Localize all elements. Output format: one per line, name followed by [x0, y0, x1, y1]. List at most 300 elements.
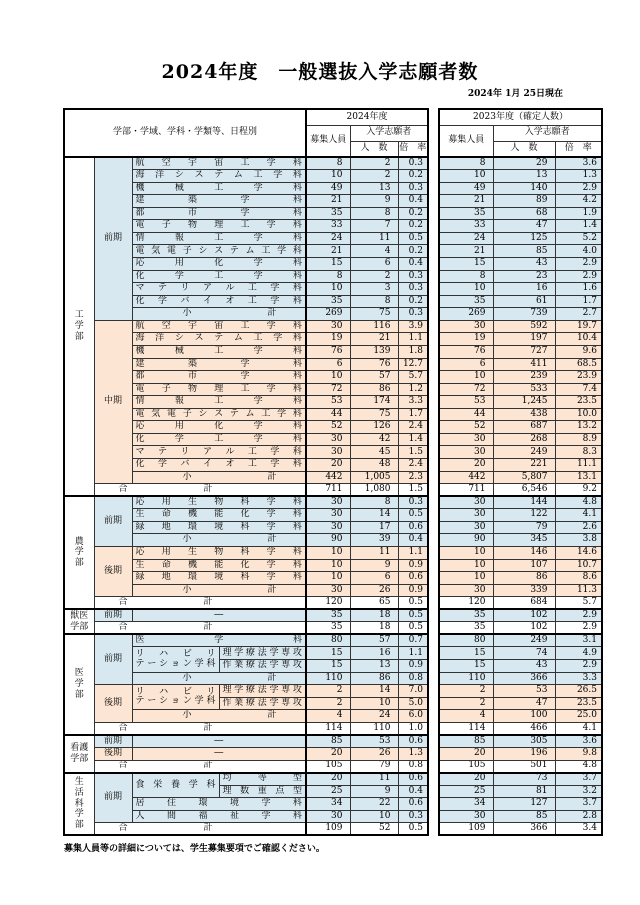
- applicants-2024: 9: [350, 195, 398, 208]
- applicants-2024: 4: [350, 245, 398, 258]
- schedule-label: 前期: [94, 609, 132, 622]
- recruit-2024: 49: [306, 182, 350, 195]
- department-name: 緑 地 環 境 科 学 科: [132, 521, 306, 534]
- ratio-2024: 2.4: [398, 459, 428, 472]
- total-label: 合 計: [94, 760, 306, 773]
- table-row: [439, 471, 602, 484]
- ratio-2023: 68.5: [555, 358, 602, 371]
- department-sub-name: 均 等 型: [219, 773, 306, 786]
- recruit-2023: 35: [439, 622, 493, 635]
- footnote: 募集人員等の詳細については、学生募集要項でご確認ください。: [64, 844, 325, 854]
- total-label: 合 計: [94, 597, 306, 610]
- applicants-2024: 65: [350, 597, 398, 610]
- header-recruit: 募集人員: [439, 125, 493, 157]
- applicants-2023: 366: [493, 672, 555, 685]
- ratio-2024: 0.5: [398, 232, 428, 245]
- recruit-2023: 8: [439, 270, 493, 283]
- recruit-2024: 105: [306, 760, 350, 773]
- department-name: 電 気 電 子 シ ス テ ム 工 学 科: [132, 408, 306, 421]
- ratio-2024: 1.4: [398, 433, 428, 446]
- applicants-2023: 684: [493, 597, 555, 610]
- applicants-2023: 268: [493, 433, 555, 446]
- department-name: マ テ リ ア ル 工 学 科: [132, 446, 306, 459]
- applicants-2024: 1,005: [350, 471, 398, 484]
- applicants-2023: 221: [493, 459, 555, 472]
- applicants-2023: 29: [493, 157, 555, 170]
- recruit-2024: 8: [306, 270, 350, 283]
- dash-placeholder: ―: [132, 609, 306, 622]
- applicants-2024: 11: [350, 773, 398, 786]
- applicants-2023: 89: [493, 195, 555, 208]
- applicants-2023: 687: [493, 421, 555, 434]
- recruit-2023: 20: [439, 773, 493, 786]
- ratio-2023: 4.1: [555, 509, 602, 522]
- table-row: [439, 232, 602, 245]
- recruit-2023: 53: [439, 396, 493, 409]
- ratio-2024: 6.0: [398, 710, 428, 723]
- schedule-label: 前期: [94, 634, 132, 684]
- recruit-2024: 4: [306, 710, 350, 723]
- ratio-2024: 0.3: [398, 283, 428, 296]
- applicants-2023: 73: [493, 773, 555, 786]
- ratio-2023: 19.7: [555, 320, 602, 333]
- table-row: [439, 496, 602, 509]
- department-name: マ テ リ ア ル 工 学 科: [132, 283, 306, 296]
- applicants-2023: 5,807: [493, 471, 555, 484]
- header-recruit: 募集人員: [306, 125, 350, 157]
- ratio-2024: 1.1: [398, 333, 428, 346]
- recruit-2024: 30: [306, 320, 350, 333]
- recruit-2024: 52: [306, 421, 350, 434]
- recruit-2023: 30: [439, 320, 493, 333]
- table-row: [439, 195, 602, 208]
- ratio-2024: 1.5: [398, 446, 428, 459]
- recruit-2024: 109: [306, 823, 350, 836]
- department-name: 応 用 化 学 科: [132, 421, 306, 434]
- recruit-2024: 35: [306, 295, 350, 308]
- ratio-2024: 0.4: [398, 258, 428, 271]
- recruit-2024: 35: [306, 207, 350, 220]
- applicants-2024: 6: [350, 572, 398, 585]
- recruit-2023: 10: [439, 371, 493, 384]
- recruit-2023: 21: [439, 245, 493, 258]
- ratio-2024: 5.7: [398, 371, 428, 384]
- ratio-2023: 9.6: [555, 345, 602, 358]
- ratio-2024: 0.9: [398, 584, 428, 597]
- recruit-2023: 2: [439, 697, 493, 710]
- recruit-2023: 30: [439, 521, 493, 534]
- ratio-2023: 3.8: [555, 534, 602, 547]
- ratio-2024: 0.7: [398, 634, 428, 647]
- ratio-2023: 2.9: [555, 622, 602, 635]
- ratio-2023: 11.3: [555, 584, 602, 597]
- ratio-2023: 11.1: [555, 459, 602, 472]
- recruit-2023: 30: [439, 810, 493, 823]
- table-row: [64, 609, 428, 622]
- ratio-2024: 0.5: [398, 509, 428, 522]
- applicants-2023: 43: [493, 660, 555, 673]
- recruit-2024: 21: [306, 195, 350, 208]
- ratio-2024: 0.6: [398, 572, 428, 585]
- ratio-2024: 0.2: [398, 295, 428, 308]
- ratio-2024: 0.2: [398, 207, 428, 220]
- recruit-2024: 25: [306, 785, 350, 798]
- applicants-2023: 53: [493, 685, 555, 698]
- applicants-2024: 6: [350, 258, 398, 271]
- header-applicants: 入学志願者: [350, 125, 428, 141]
- applicants-2023: 501: [493, 760, 555, 773]
- applicants-2023: 85: [493, 245, 555, 258]
- recruit-2023: 15: [439, 647, 493, 660]
- recruit-2024: 80: [306, 634, 350, 647]
- applicants-2024: 18: [350, 609, 398, 622]
- dash-placeholder: ―: [132, 735, 306, 748]
- department-name: 応 用 生 物 科 学 科: [132, 496, 306, 509]
- header-ratio: 倍 率: [555, 141, 602, 157]
- applicants-2023: 249: [493, 634, 555, 647]
- applicants-2023: 16: [493, 283, 555, 296]
- ratio-2023: 14.6: [555, 546, 602, 559]
- recruit-2024: 110: [306, 672, 350, 685]
- department-name: 電 子 物 理 工 学 科: [132, 383, 306, 396]
- table-row: [64, 496, 428, 509]
- recruit-2024: 20: [306, 747, 350, 760]
- ratio-2024: 0.3: [398, 810, 428, 823]
- applicants-2024: 26: [350, 747, 398, 760]
- applicants-2023: 146: [493, 546, 555, 559]
- recruit-2023: 8: [439, 157, 493, 170]
- total-label: 合 計: [94, 622, 306, 635]
- ratio-2024: 0.3: [398, 496, 428, 509]
- header-applicants: 入学志願者: [493, 125, 602, 141]
- applicants-2023: 249: [493, 446, 555, 459]
- total-row: [64, 722, 428, 735]
- ratio-2023: 23.5: [555, 396, 602, 409]
- recruit-2023: 10: [439, 559, 493, 572]
- table-row: [64, 773, 428, 786]
- applicants-2023: 81: [493, 785, 555, 798]
- recruit-2024: 34: [306, 798, 350, 811]
- ratio-2023: 8.3: [555, 446, 602, 459]
- table-row: [439, 245, 602, 258]
- department-name: 医 学 科: [132, 634, 306, 647]
- ratio-2023: 2.6: [555, 521, 602, 534]
- ratio-2023: 2.9: [555, 258, 602, 271]
- recruit-2024: 90: [306, 534, 350, 547]
- recruit-2024: 24: [306, 232, 350, 245]
- recruit-2024: 20: [306, 459, 350, 472]
- ratio-2023: 2.9: [555, 609, 602, 622]
- total-row: [439, 622, 602, 635]
- ratio-2023: 3.6: [555, 735, 602, 748]
- ratio-2024: 1.2: [398, 383, 428, 396]
- ratio-2024: 0.2: [398, 170, 428, 183]
- applicants-2024: 8: [350, 207, 398, 220]
- table-row: [64, 634, 428, 647]
- applicants-2023: 13: [493, 170, 555, 183]
- page-title: 2024年度 一般選抜入学志願者数: [161, 61, 479, 83]
- applicants-2023: 85: [493, 810, 555, 823]
- schedule-label: 後期: [94, 546, 132, 596]
- applicants-2024: 57: [350, 371, 398, 384]
- ratio-2024: 1.1: [398, 546, 428, 559]
- subtotal-label: 小 計: [132, 308, 306, 321]
- ratio-2023: 3.2: [555, 785, 602, 798]
- recruit-2024: 19: [306, 333, 350, 346]
- applicants-2023: 102: [493, 622, 555, 635]
- header-row: [439, 125, 602, 141]
- applicants-2024: 76: [350, 358, 398, 371]
- table-row: [439, 647, 602, 660]
- department-name: 航 空 宇 宙 工 学 科: [132, 157, 306, 170]
- total-label: 合 計: [94, 484, 306, 497]
- recruit-2023: 15: [439, 258, 493, 271]
- ratio-2024: 1.3: [398, 747, 428, 760]
- applicants-2024: 13: [350, 660, 398, 673]
- recruit-2023: 85: [439, 735, 493, 748]
- ratio-2023: 5.7: [555, 597, 602, 610]
- table-row: [439, 320, 602, 333]
- table-row: [439, 358, 602, 371]
- recruit-2024: 35: [306, 622, 350, 635]
- ratio-2023: 4.1: [555, 722, 602, 735]
- recruit-2023: 114: [439, 722, 493, 735]
- applicants-2023: 140: [493, 182, 555, 195]
- applicants-2024: 139: [350, 345, 398, 358]
- total-row: [439, 484, 602, 497]
- applicants-2024: 10: [350, 697, 398, 710]
- subtotal-label: 小 計: [132, 534, 306, 547]
- applicants-2024: 24: [350, 710, 398, 723]
- ratio-2024: 0.5: [398, 622, 428, 635]
- table-row: [439, 521, 602, 534]
- ratio-2024: 0.6: [398, 735, 428, 748]
- recruit-2024: 30: [306, 810, 350, 823]
- ratio-2024: 0.6: [398, 521, 428, 534]
- department-name: 生 命 機 能 化 学 科: [132, 559, 306, 572]
- ratio-2024: 0.3: [398, 308, 428, 321]
- department-name: 化 学 工 学 科: [132, 270, 306, 283]
- ratio-2024: 0.4: [398, 195, 428, 208]
- recruit-2023: 80: [439, 634, 493, 647]
- recruit-2023: 711: [439, 484, 493, 497]
- main-table-wrapper: [63, 108, 429, 836]
- applicants-2023: 411: [493, 358, 555, 371]
- ratio-2023: 1.7: [555, 295, 602, 308]
- table-row: [439, 270, 602, 283]
- table-row: [439, 170, 602, 183]
- recruit-2024: 72: [306, 383, 350, 396]
- ratio-2023: 8.6: [555, 572, 602, 585]
- total-row: [64, 823, 428, 836]
- table-row: [439, 333, 602, 346]
- applicants-2023: 345: [493, 534, 555, 547]
- recruit-2024: 442: [306, 471, 350, 484]
- department-sub-name: 理 数 重 点 型: [219, 785, 306, 798]
- header-left-label: 学部・学域、学科・学類等、日程別: [64, 109, 306, 157]
- recruit-2023: 109: [439, 823, 493, 836]
- ratio-2023: 7.4: [555, 383, 602, 396]
- applicants-2023: 533: [493, 383, 555, 396]
- recruit-2024: 30: [306, 584, 350, 597]
- table-row: [439, 433, 602, 446]
- recruit-2024: 76: [306, 345, 350, 358]
- recruit-2024: 20: [306, 773, 350, 786]
- applicants-2023: 592: [493, 320, 555, 333]
- applicants-2023: 47: [493, 697, 555, 710]
- schedule-label: 前期: [94, 157, 132, 320]
- table-row: [439, 258, 602, 271]
- ratio-2024: 12.7: [398, 358, 428, 371]
- department-name: 化 学 工 学 科: [132, 433, 306, 446]
- ratio-2023: 5.2: [555, 232, 602, 245]
- subtotal-label: 小 計: [132, 672, 306, 685]
- department-name: 居 住 環 境 学 科: [132, 798, 306, 811]
- faculty-label: 看護 学部: [64, 735, 94, 773]
- ratio-2023: 1.3: [555, 170, 602, 183]
- recruit-2024: 30: [306, 509, 350, 522]
- department-name: 生 命 機 能 化 学 科: [132, 509, 306, 522]
- applicants-2023: 366: [493, 823, 555, 836]
- department-sub-name: 作 業 療 法 学 専 攻: [219, 660, 306, 673]
- applicants-2023: 144: [493, 496, 555, 509]
- ratio-2023: 1.6: [555, 283, 602, 296]
- ratio-2023: 2.8: [555, 810, 602, 823]
- applicants-2023: 61: [493, 295, 555, 308]
- applicants-2024: 57: [350, 634, 398, 647]
- applicants-2023: 122: [493, 509, 555, 522]
- subtotal-label: 小 計: [132, 584, 306, 597]
- ratio-2024: 1.8: [398, 345, 428, 358]
- ratio-2023: 10.4: [555, 333, 602, 346]
- applicants-2024: 8: [350, 295, 398, 308]
- recruit-2023: 49: [439, 182, 493, 195]
- applicants-2024: 17: [350, 521, 398, 534]
- ratio-2023: 2.9: [555, 182, 602, 195]
- ratio-2024: 3.3: [398, 396, 428, 409]
- applicants-2024: 86: [350, 383, 398, 396]
- department-name: 応 用 生 物 科 学 科: [132, 546, 306, 559]
- ratio-2024: 2.4: [398, 421, 428, 434]
- ratio-2024: 0.3: [398, 182, 428, 195]
- ratio-2023: 3.7: [555, 773, 602, 786]
- total-row: [439, 722, 602, 735]
- total-row: [64, 597, 428, 610]
- recruit-2023: 90: [439, 534, 493, 547]
- table-row: [64, 320, 428, 333]
- table-row: [439, 220, 602, 233]
- recruit-2024: 15: [306, 647, 350, 660]
- table-row: [439, 421, 602, 434]
- total-row: [439, 597, 602, 610]
- applicants-2024: 52: [350, 823, 398, 836]
- recruit-2023: 44: [439, 408, 493, 421]
- recruit-2024: 10: [306, 559, 350, 572]
- schedule-label: 前期: [94, 496, 132, 546]
- department-name: 都 市 学 科: [132, 207, 306, 220]
- recruit-2024: 269: [306, 308, 350, 321]
- recruit-2023: 35: [439, 609, 493, 622]
- header-num: 人 数: [493, 141, 555, 157]
- table-row: [439, 785, 602, 798]
- ratio-2023: 10.0: [555, 408, 602, 421]
- recruit-2024: 53: [306, 396, 350, 409]
- ratio-2023: 4.2: [555, 195, 602, 208]
- department-name: 海 洋 シ ス テ ム 工 学 科: [132, 170, 306, 183]
- department-sub-name: 理 学 療 法 学 専 攻: [219, 647, 306, 660]
- recruit-2023: 110: [439, 672, 493, 685]
- recruit-2023: 72: [439, 383, 493, 396]
- applicants-2023: 305: [493, 735, 555, 748]
- table-row: [439, 546, 602, 559]
- department-name: 化 学 バ イ オ 工 学 科: [132, 459, 306, 472]
- department-name: 海 洋 シ ス テ ム 工 学 科: [132, 333, 306, 346]
- recruit-2024: 15: [306, 660, 350, 673]
- ratio-2023: 13.2: [555, 421, 602, 434]
- ratio-2024: 0.5: [398, 609, 428, 622]
- applicants-2024: 1,080: [350, 484, 398, 497]
- table-row: [439, 747, 602, 760]
- ratio-2024: 0.4: [398, 785, 428, 798]
- table-row: [439, 710, 602, 723]
- department-sub-name: 作 業 療 法 学 専 攻: [219, 697, 306, 710]
- recruit-2023: 120: [439, 597, 493, 610]
- department-group-name: 食 栄 養 学 科: [132, 773, 219, 798]
- applicants-2024: 14: [350, 509, 398, 522]
- table-row: [439, 396, 602, 409]
- recruit-2024: 120: [306, 597, 350, 610]
- table-row: [439, 773, 602, 786]
- ratio-2024: 0.9: [398, 660, 428, 673]
- applicants-2024: 79: [350, 760, 398, 773]
- table-row: [439, 572, 602, 585]
- recruit-2023: 30: [439, 509, 493, 522]
- header-2024: 2024年度: [306, 109, 428, 125]
- total-row: [64, 622, 428, 635]
- faculty-label: 生 活 科 学 部: [64, 773, 94, 836]
- ratio-2023: 4.9: [555, 647, 602, 660]
- applicants-2023: 339: [493, 584, 555, 597]
- applicants-2023: 23: [493, 270, 555, 283]
- applicants-2024: 8: [350, 496, 398, 509]
- table-row: [439, 383, 602, 396]
- recruit-2024: 10: [306, 170, 350, 183]
- ratio-2023: 3.6: [555, 157, 602, 170]
- applicants-2024: 11: [350, 232, 398, 245]
- dash-placeholder: ―: [132, 747, 306, 760]
- table-row: [439, 735, 602, 748]
- ratio-2024: 0.2: [398, 220, 428, 233]
- department-name: 電 気 電 子 シ ス テ ム 工 学 科: [132, 245, 306, 258]
- department-name: 機 械 工 学 科: [132, 182, 306, 195]
- total-label: 合 計: [94, 722, 306, 735]
- total-row: [439, 823, 602, 836]
- subtotal-label: 小 計: [132, 710, 306, 723]
- faculty-label: 農 学 部: [64, 496, 94, 609]
- header-2023: 2023年度（確定人数）: [439, 109, 602, 125]
- table-row: [439, 634, 602, 647]
- table-row: [439, 509, 602, 522]
- recruit-2024: 21: [306, 245, 350, 258]
- applicants-2024: 2: [350, 157, 398, 170]
- applicants-2023: 86: [493, 572, 555, 585]
- applicants-2023: 107: [493, 559, 555, 572]
- ratio-2024: 1.5: [398, 484, 428, 497]
- applicants-2024: 2: [350, 170, 398, 183]
- recruit-2024: 10: [306, 283, 350, 296]
- ratio-2023: 8.9: [555, 433, 602, 446]
- department-sub-name: 理 学 療 法 学 専 攻: [219, 685, 306, 698]
